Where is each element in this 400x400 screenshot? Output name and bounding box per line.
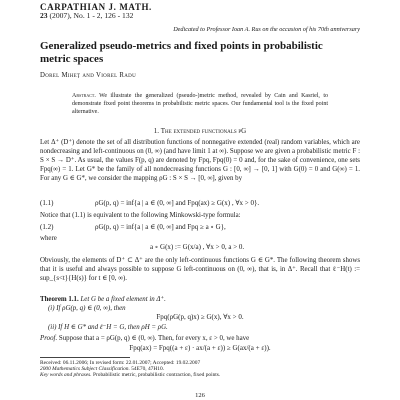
- theorem-item-1: (i) If ρG(p, q) ∈ (0, ∞), then: [48, 305, 126, 312]
- paragraph-intro: Let Δ⁺ (D⁺) denote the set of all distribution functions of nonnegative extended (real) random variables, which are nondecreasing and left-continuous on (0, ∞) (and have limit 1 at ∞). Suppose we are given a probabilistic metric F : S × S → D⁺. As usual, the values F(p, q) are denoted by Fpq, Fpq(0) = 0 and, for the sake of convenience, one sets Fpq(∞) = 1. Let G* be the family of all nondecreasing functions G : [0, ∞] → [0, 1] with G(0) = 0 and G(∞) = 1. For any G ∈ G*, we consider the mapping ρG : S × S → [0, ∞], given by: [40, 139, 360, 182]
- paper-authors: Dorel Miheţ and Viorel Radu: [40, 72, 136, 79]
- page-number: 126: [195, 392, 205, 399]
- section-number: 1.: [153, 127, 160, 135]
- equation-composition-text: a ∘ G(x) := G(x/a) , ∀x > 0, a > 0.: [150, 243, 245, 251]
- where-word: where: [40, 235, 57, 242]
- footnote-keywords: [40, 372, 220, 378]
- paragraph-minkowski: Notice that (1.1) is equivalent to the following Minkowski-type formula:: [40, 212, 241, 219]
- theorem-equation: Fpq(ρG(p, q)x) ≥ G(x), ∀x > 0.: [156, 313, 244, 321]
- equation-1-2-text: ρG(p, q) = inf{a | a ∈ (0, ∞] and Fpq ≥ a ∘ G},: [95, 223, 226, 231]
- theorem-item-2: (ii) If H ∈ G* and ℓ⁻H = G, then ρH = ρG.: [48, 324, 168, 331]
- equation-composition: [40, 243, 360, 253]
- theorem-1-1: [40, 295, 360, 303]
- footnote-msc-label: 2000 Mathematics Subject Classification.: [40, 366, 130, 372]
- proof-text: Suppose that a = ρG(p, q) ∈ (0, ∞). Then, for every x, ε > 0, we have: [58, 335, 250, 342]
- section-title: The extended functionals ρG: [160, 127, 247, 135]
- journal-issue: [40, 11, 133, 20]
- journal-name: CARPATHIAN J. MATH.: [40, 2, 152, 12]
- section-heading: [0, 127, 400, 135]
- equation-1-2-number: (1.2): [40, 223, 54, 231]
- footnote-rule: [40, 357, 130, 358]
- paper-title: Generalized pseudo-metrics and fixed points in probabilistic metric spaces: [40, 40, 323, 65]
- theorem-label: Theorem 1.1.: [40, 296, 79, 303]
- equation-1-1-number: (1.1): [40, 199, 54, 207]
- equation-1-2: [40, 223, 360, 233]
- equation-1-1: [40, 199, 360, 209]
- footnote-msc-value: 54E70, 47H10.: [131, 366, 164, 372]
- footnote-received: Received: 06.11.2006; In revised form: 22.01.2007; Accepted: 19.02.2007: [40, 360, 201, 366]
- proof-equation: Fpq(ax) = Fpq((a + ε) · ax/(a + ε)) ≥ G(ax/(a + ε)).: [129, 344, 271, 352]
- dedication: Dedicated to Professor Ioan A. Rus on the occasion of his 70th anniversary: [173, 26, 360, 33]
- paragraph-obviously: Obviously, the elements of D⁺ ⊂ Δ⁺ are the only left-continuous functions G ∈ G*. The following theorem shows that it is useful and always possible to suppose G left-continuous on (0, ∞), that is, in Δ⁺. Recall that ℓ⁻H(t) := sup_{s<t}{H(s)} for t ∈ [0, ∞).: [40, 257, 360, 282]
- footnote-keywords-label: Key words and phrases.: [40, 372, 92, 378]
- proof-label: Proof.: [40, 335, 58, 342]
- theorem-statement: Let G be a fixed element in Δ⁺.: [80, 296, 166, 303]
- equation-1-1-text: ρG(p, q) = inf{a | a ∈ (0, ∞] and Fpq(ax) ≥ G(x) , ∀x > 0}.: [95, 199, 260, 207]
- proof: [40, 334, 360, 342]
- footnote-keywords-value: Probabilistic metric, probabilistic contraction, fixed points.: [92, 372, 221, 378]
- journal-issue-range: (2007), No. 1 - 2, 126 - 132: [49, 11, 134, 20]
- abstract-label: Abstract.: [72, 93, 96, 99]
- abstract: [72, 93, 328, 116]
- abstract-text: We illustrate the generalized (pseudo-)metric method, revealed by Cain and Kasriel, to demonstrate fixed point theorems in probabilistic metric spaces. Our fundamental tool is the fixed point alternative.: [72, 93, 328, 115]
- journal-volume: 23: [40, 11, 48, 20]
